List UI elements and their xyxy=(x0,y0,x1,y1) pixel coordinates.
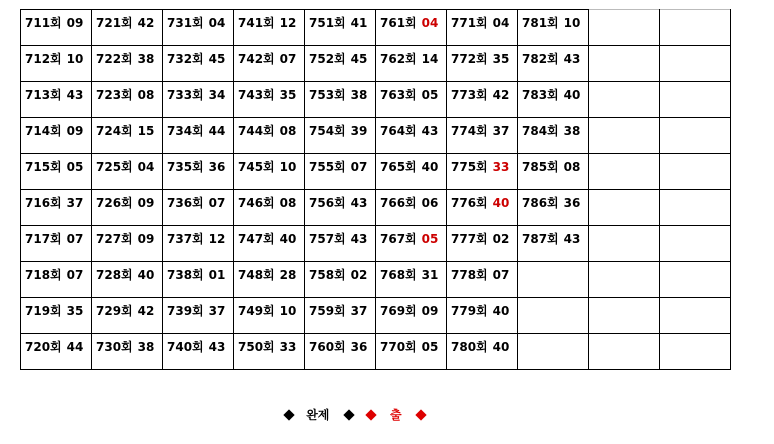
round-label: 726회 xyxy=(96,196,133,210)
red-diamond-icon xyxy=(415,409,426,420)
round-label: 715회 xyxy=(25,160,62,174)
draw-table-body xyxy=(21,10,731,370)
table-row xyxy=(21,334,731,370)
round-label: 725회 xyxy=(96,160,133,174)
draw-number: 08 xyxy=(279,196,297,210)
round-label: 747회 xyxy=(238,232,275,246)
draw-number: 07 xyxy=(279,52,297,66)
round-label: 740회 xyxy=(167,340,204,354)
round-label: 731회 xyxy=(167,16,204,30)
draw-cell xyxy=(234,262,305,298)
draw-number: 42 xyxy=(492,88,510,102)
round-label: 727회 xyxy=(96,232,133,246)
empty-cell xyxy=(660,298,731,334)
draw-number: 08 xyxy=(563,160,581,174)
draw-number: 40 xyxy=(137,268,155,282)
draw-cell xyxy=(163,262,234,298)
draw-cell xyxy=(92,154,163,190)
draw-number: 43 xyxy=(563,52,581,66)
red-diamond-icon xyxy=(365,409,376,420)
draw-cell xyxy=(305,334,376,370)
round-label: 769회 xyxy=(380,304,417,318)
draw-cell xyxy=(376,46,447,82)
draw-cell xyxy=(376,118,447,154)
draw-number: 38 xyxy=(563,124,581,138)
round-label: 768회 xyxy=(380,268,417,282)
draw-number: 39 xyxy=(350,124,368,138)
round-label: 757회 xyxy=(309,232,346,246)
draw-cell xyxy=(92,262,163,298)
draw-cell xyxy=(376,298,447,334)
draw-number: 07 xyxy=(66,268,84,282)
round-label: 756회 xyxy=(309,196,346,210)
empty-cell xyxy=(589,46,660,82)
draw-number: 38 xyxy=(350,88,368,102)
round-label: 748회 xyxy=(238,268,275,282)
draw-cell xyxy=(305,10,376,46)
draw-cell xyxy=(305,298,376,334)
draw-number: 43 xyxy=(66,88,84,102)
draw-cell xyxy=(21,10,92,46)
draw-number: 12 xyxy=(279,16,297,30)
draw-cell xyxy=(163,82,234,118)
empty-cell xyxy=(660,262,731,298)
draw-number: 10 xyxy=(563,16,581,30)
draw-number: 28 xyxy=(279,268,297,282)
draw-cell xyxy=(21,46,92,82)
round-label: 766회 xyxy=(380,196,417,210)
round-label: 744회 xyxy=(238,124,275,138)
draw-cell xyxy=(447,190,518,226)
round-label: 782회 xyxy=(522,52,559,66)
round-label: 764회 xyxy=(380,124,417,138)
round-label: 761회 xyxy=(380,16,417,30)
round-label: 716회 xyxy=(25,196,62,210)
table-row xyxy=(21,118,731,154)
draw-number: 10 xyxy=(279,304,297,318)
draw-cell xyxy=(447,334,518,370)
draw-number: 08 xyxy=(137,88,155,102)
round-label: 724회 xyxy=(96,124,133,138)
draw-cell xyxy=(163,334,234,370)
draw-cell xyxy=(163,226,234,262)
draw-cell xyxy=(234,82,305,118)
round-label: 730회 xyxy=(96,340,133,354)
draw-number: 05 xyxy=(421,340,439,354)
round-label: 739회 xyxy=(167,304,204,318)
draw-cell xyxy=(234,190,305,226)
empty-cell xyxy=(589,262,660,298)
round-label: 771회 xyxy=(451,16,488,30)
round-label: 755회 xyxy=(309,160,346,174)
draw-number: 07 xyxy=(492,268,510,282)
draw-number: 33 xyxy=(279,340,297,354)
draw-number: 38 xyxy=(137,52,155,66)
empty-cell xyxy=(660,10,731,46)
draw-number: 44 xyxy=(208,124,226,138)
round-label: 745회 xyxy=(238,160,275,174)
table-row xyxy=(21,154,731,190)
draw-cell xyxy=(92,298,163,334)
round-label: 737회 xyxy=(167,232,204,246)
round-label: 723회 xyxy=(96,88,133,102)
draw-cell xyxy=(447,10,518,46)
round-label: 754회 xyxy=(309,124,346,138)
round-label: 713회 xyxy=(25,88,62,102)
draw-cell xyxy=(234,226,305,262)
draw-cell xyxy=(234,334,305,370)
draw-cell xyxy=(163,46,234,82)
winning-number: 33 xyxy=(492,160,510,174)
draw-cell xyxy=(92,10,163,46)
draw-cell xyxy=(234,154,305,190)
draw-cell xyxy=(92,334,163,370)
winning-number: 04 xyxy=(421,16,439,30)
round-label: 712회 xyxy=(25,52,62,66)
table-row xyxy=(21,82,731,118)
round-label: 763회 xyxy=(380,88,417,102)
round-label: 741회 xyxy=(238,16,275,30)
draw-number: 02 xyxy=(492,232,510,246)
empty-cell xyxy=(660,154,731,190)
round-label: 742회 xyxy=(238,52,275,66)
black-diamond-icon xyxy=(343,409,354,420)
round-label: 743회 xyxy=(238,88,275,102)
draw-cell xyxy=(92,226,163,262)
empty-cell xyxy=(518,298,589,334)
empty-cell xyxy=(589,226,660,262)
round-label: 732회 xyxy=(167,52,204,66)
round-label: 746회 xyxy=(238,196,275,210)
draw-cell xyxy=(21,118,92,154)
draw-cell xyxy=(21,154,92,190)
draw-number: 35 xyxy=(279,88,297,102)
draw-number: 44 xyxy=(66,340,84,354)
empty-cell xyxy=(589,82,660,118)
draw-number: 09 xyxy=(137,196,155,210)
draw-number: 10 xyxy=(279,160,297,174)
draw-cell xyxy=(376,154,447,190)
draw-number: 12 xyxy=(208,232,226,246)
draw-number: 43 xyxy=(421,124,439,138)
draw-number: 43 xyxy=(350,232,368,246)
draw-cell xyxy=(305,226,376,262)
winning-number: 05 xyxy=(421,232,439,246)
draw-number: 37 xyxy=(492,124,510,138)
draw-cell xyxy=(447,118,518,154)
draw-number-table xyxy=(20,9,731,370)
draw-number: 40 xyxy=(279,232,297,246)
draw-cell xyxy=(92,190,163,226)
empty-cell xyxy=(660,82,731,118)
draw-number: 42 xyxy=(137,304,155,318)
draw-cell xyxy=(376,10,447,46)
draw-cell xyxy=(518,154,589,190)
draw-cell xyxy=(447,154,518,190)
round-label: 729회 xyxy=(96,304,133,318)
round-label: 751회 xyxy=(309,16,346,30)
table-row xyxy=(21,10,731,46)
draw-number: 35 xyxy=(66,304,84,318)
empty-cell xyxy=(518,262,589,298)
empty-cell xyxy=(589,10,660,46)
legend-out-label: 출 xyxy=(389,408,402,422)
draw-cell xyxy=(447,82,518,118)
draw-number: 41 xyxy=(350,16,368,30)
round-label: 722회 xyxy=(96,52,133,66)
draw-cell xyxy=(21,298,92,334)
draw-cell xyxy=(305,262,376,298)
round-label: 733회 xyxy=(167,88,204,102)
draw-cell xyxy=(163,154,234,190)
round-label: 720회 xyxy=(25,340,62,354)
round-label: 749회 xyxy=(238,304,275,318)
empty-cell xyxy=(660,46,731,82)
draw-number: 04 xyxy=(492,16,510,30)
draw-cell xyxy=(518,190,589,226)
legend-complete-label: 완제 xyxy=(306,408,330,422)
draw-cell xyxy=(163,298,234,334)
empty-cell xyxy=(660,190,731,226)
draw-number: 36 xyxy=(350,340,368,354)
round-label: 735회 xyxy=(167,160,204,174)
draw-cell xyxy=(234,46,305,82)
draw-number: 37 xyxy=(208,304,226,318)
table-row xyxy=(21,46,731,82)
round-label: 784회 xyxy=(522,124,559,138)
empty-cell xyxy=(589,154,660,190)
draw-number: 09 xyxy=(66,124,84,138)
draw-cell xyxy=(234,10,305,46)
empty-cell xyxy=(589,118,660,154)
round-label: 775회 xyxy=(451,160,488,174)
round-label: 785회 xyxy=(522,160,559,174)
draw-cell xyxy=(163,190,234,226)
round-label: 719회 xyxy=(25,304,62,318)
round-label: 736회 xyxy=(167,196,204,210)
empty-cell xyxy=(660,226,731,262)
empty-cell xyxy=(589,334,660,370)
round-label: 778회 xyxy=(451,268,488,282)
table-row xyxy=(21,190,731,226)
draw-number: 14 xyxy=(421,52,439,66)
round-label: 765회 xyxy=(380,160,417,174)
draw-number: 38 xyxy=(137,340,155,354)
draw-cell xyxy=(21,82,92,118)
draw-cell xyxy=(234,298,305,334)
round-label: 718회 xyxy=(25,268,62,282)
draw-number: 07 xyxy=(66,232,84,246)
draw-number: 02 xyxy=(350,268,368,282)
draw-number: 15 xyxy=(137,124,155,138)
draw-number: 37 xyxy=(350,304,368,318)
draw-number: 06 xyxy=(421,196,439,210)
draw-cell xyxy=(447,262,518,298)
draw-number: 40 xyxy=(492,340,510,354)
draw-number: 40 xyxy=(563,88,581,102)
legend xyxy=(280,405,430,425)
draw-cell xyxy=(305,82,376,118)
draw-cell xyxy=(518,226,589,262)
draw-cell xyxy=(305,46,376,82)
round-label: 760회 xyxy=(309,340,346,354)
draw-cell xyxy=(92,46,163,82)
round-label: 759회 xyxy=(309,304,346,318)
winning-number: 40 xyxy=(492,196,510,210)
draw-cell xyxy=(305,118,376,154)
draw-number: 34 xyxy=(208,88,226,102)
draw-cell xyxy=(447,298,518,334)
round-label: 762회 xyxy=(380,52,417,66)
draw-number: 01 xyxy=(208,268,226,282)
round-label: 714회 xyxy=(25,124,62,138)
draw-cell xyxy=(376,226,447,262)
round-label: 711회 xyxy=(25,16,62,30)
draw-cell xyxy=(21,334,92,370)
draw-cell xyxy=(92,82,163,118)
draw-number: 37 xyxy=(66,196,84,210)
draw-number: 43 xyxy=(563,232,581,246)
round-label: 780회 xyxy=(451,340,488,354)
round-label: 758회 xyxy=(309,268,346,282)
round-label: 777회 xyxy=(451,232,488,246)
draw-number: 09 xyxy=(137,232,155,246)
round-label: 767회 xyxy=(380,232,417,246)
draw-number: 05 xyxy=(421,88,439,102)
round-label: 770회 xyxy=(380,340,417,354)
round-label: 774회 xyxy=(451,124,488,138)
draw-cell xyxy=(518,82,589,118)
draw-cell xyxy=(376,334,447,370)
draw-cell xyxy=(305,190,376,226)
round-label: 752회 xyxy=(309,52,346,66)
draw-number: 43 xyxy=(350,196,368,210)
draw-number: 43 xyxy=(208,340,226,354)
round-label: 772회 xyxy=(451,52,488,66)
draw-cell xyxy=(234,118,305,154)
round-label: 753회 xyxy=(309,88,346,102)
table-row xyxy=(21,298,731,334)
draw-cell xyxy=(518,10,589,46)
round-label: 779회 xyxy=(451,304,488,318)
draw-number: 40 xyxy=(492,304,510,318)
round-label: 717회 xyxy=(25,232,62,246)
draw-cell xyxy=(92,118,163,154)
empty-cell xyxy=(589,298,660,334)
round-label: 776회 xyxy=(451,196,488,210)
draw-cell xyxy=(163,118,234,154)
draw-cell xyxy=(376,190,447,226)
round-label: 773회 xyxy=(451,88,488,102)
draw-number: 09 xyxy=(421,304,439,318)
draw-number: 31 xyxy=(421,268,439,282)
round-label: 738회 xyxy=(167,268,204,282)
draw-number: 35 xyxy=(492,52,510,66)
black-diamond-icon xyxy=(283,409,294,420)
draw-cell xyxy=(21,262,92,298)
draw-cell xyxy=(447,226,518,262)
table-row xyxy=(21,226,731,262)
draw-number: 07 xyxy=(208,196,226,210)
round-label: 781회 xyxy=(522,16,559,30)
draw-cell xyxy=(163,10,234,46)
round-label: 783회 xyxy=(522,88,559,102)
round-label: 721회 xyxy=(96,16,133,30)
draw-cell xyxy=(21,226,92,262)
empty-cell xyxy=(589,190,660,226)
empty-cell xyxy=(660,118,731,154)
draw-number: 45 xyxy=(350,52,368,66)
round-label: 734회 xyxy=(167,124,204,138)
draw-cell xyxy=(376,262,447,298)
draw-number: 10 xyxy=(66,52,84,66)
empty-cell xyxy=(660,334,731,370)
table-row xyxy=(21,262,731,298)
draw-number: 45 xyxy=(208,52,226,66)
round-label: 750회 xyxy=(238,340,275,354)
draw-cell xyxy=(21,190,92,226)
draw-number: 04 xyxy=(137,160,155,174)
draw-cell xyxy=(305,154,376,190)
round-label: 728회 xyxy=(96,268,133,282)
draw-number: 40 xyxy=(421,160,439,174)
draw-number: 36 xyxy=(208,160,226,174)
draw-number: 08 xyxy=(279,124,297,138)
draw-cell xyxy=(518,118,589,154)
draw-number: 36 xyxy=(563,196,581,210)
empty-cell xyxy=(518,334,589,370)
draw-number: 05 xyxy=(66,160,84,174)
draw-number: 07 xyxy=(350,160,368,174)
round-label: 787회 xyxy=(522,232,559,246)
draw-number: 42 xyxy=(137,16,155,30)
draw-number: 04 xyxy=(208,16,226,30)
round-label: 786회 xyxy=(522,196,559,210)
draw-number: 09 xyxy=(66,16,84,30)
draw-cell xyxy=(447,46,518,82)
draw-cell xyxy=(518,46,589,82)
draw-cell xyxy=(376,82,447,118)
